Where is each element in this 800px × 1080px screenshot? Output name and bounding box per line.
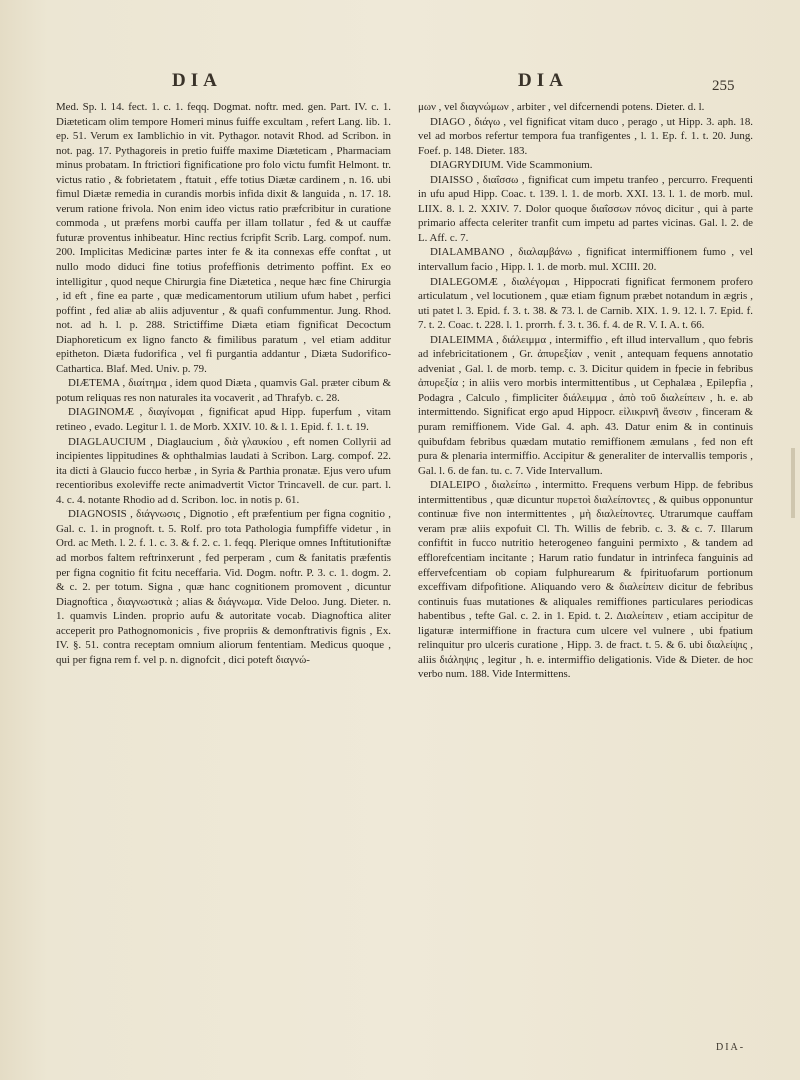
entry-diaetema: DIÆTEMA , διαίτημα , idem quod Diæta , quamvis Gal. præter cibum & potum reliquas res non naturales ita vocaverit , ad Thrafyb. c. 28. xyxy=(56,377,391,404)
entry-dialeipo: DIALEIPO , διαλείπω , intermitto. Frequens verbum Hipp. de febribus intermittentibus , quæ dicuntur πυρετοὶ διαλείποντες , & quibus opponuntur continuæ five non intermittentes , μὴ διαλείποντες. Utrarumque cauffam veram præ aliis expofuit Cl. Th. Willis de febrib. c. 3. & c. 7. Illarum confiftit in fucco nutritio heterogeneo fanguini permixto , & tandem ad efflorefcentiam incitante ; Harum ratio fundatur in intrinfeca fanguinis ad effervefcentiam ob copiam fulphurearum & fpirituofarum portionum exceffivam difpofitione. Aliquando vero & διαλείπειν dicitur de febribus continuis fuas mutationes & aliquales remiffiones particulares periodicas habentibus , tefte Gal. c. 2. in 1. Epid. t. 2. Διαλείπειν , etiam accipitur de ligaturæ intermiffione in fractura cum ulcere vel vulnere , ubi fpatium relinquitur pro ulceris curatione , Hipp. 3. de fract. t. 5. & 6. ubi διαλείψις , aliis διάληψις , legitur , h. e. intermiffio deligationis. Vide & Dieter. de hoc verbo num. 188. Vide Intermittens. xyxy=(418,479,753,681)
running-head-left: DIA xyxy=(172,70,222,91)
entry-diago: DIAGO , διάγω , vel fignificat vitam duco , perago , ut Hipp. 3. aph. 18. vel ad morbos refertur tempora fua tranfigentes , l. 1. Ep. f. 1. t. 20. Jung. Foef. p. 148. Dieter. 183. xyxy=(418,115,753,157)
entry-dialegomae: DIALEGOMÆ , διαλέγομαι , Hippocrati fignificat fermonem profero articulatum , vel locutionem , quæ etiam fignum præbet notandum in ægris , uti patet l. 3. Epid. f. 3. t. 38. & 73. l. de Carnib. XIX. 1. 9. 12. l. 7. Epid. f. 7. t. 2. Coac. t. 228. l. 1. prorrh. f. 3. t. 36. f. 4. de R. V. I. A. t. 66. xyxy=(418,275,753,332)
entry-dialambano: DIALAMBANO , διαλαμβάνω , fignificat intermiffionem fumo , vel intervallum facio , Hipp. l. 1. de morb. mul. XCIII. 20. xyxy=(418,246,753,274)
page-edge-mark xyxy=(791,448,795,518)
entry-diagnosis-continued: μων , vel διαγνώμων , arbiter , vel difcernendi potens. Dieter. d. l. xyxy=(418,101,705,113)
right-column xyxy=(418,100,753,1050)
page-number: 255 xyxy=(712,78,735,94)
entry-diaglaucium: DIAGLAUCIUM , Diaglaucium , διὰ γλαυκίου , eft nomen Collyrii ad incipientes lippitudines & ophthalmias laudati à Scribon. Larg. compof. 22. ita dicti à Glaucio fucco herbæ , in Syria & Parthia pronatæ. Ejus vero ufum recentioribus exoleviffe recte animadvertit Victor Trincavell. de cur. part. l. 4. c. 4. notante Rhodio ad d. Scribon. loc. in notis p. 61. xyxy=(56,435,391,506)
page-header xyxy=(0,62,800,98)
left-column xyxy=(56,100,391,1050)
entry-diagnosis: DIAGNOSIS , διάγνωσις , Dignotio , eft præfentium per figna cognitio , Gal. c. 1. in prognoft. t. 5. Rolf. pro tota Pathologia fumpfiffe videtur , in Ord. ac Meth. l. 2. f. 1. c. 3. & f. 2. c. 1. feqq. Plerique omnes Inftitutioniftæ ad morbos faltem reftrinxerunt , fed perperam , cum & fanitatis præfentis per figna cognitio fit fcitu neceffaria. Vid. Dogm. noftr. P. 3. c. 1. dogm. 2. & c. 2. per totum. Signa , quæ hanc cognitionem promovent , dicuntur Diagnoftica , διαγνωστικὰ ; alias & διάγνωμα. Vide Deloo. Jung. Dieter. n. 1. quamvis Linden. proprio aufu & autoritate vocab. Diagnoftica aliter acceperit pro Pathognomonicis , five propriis & demonftrativis fignis , Ex. IV. §. 51. contra receptam omnium aliorum fententiam. Medicus quoque , qui per figna rem f. vel p. n. dignofcit , dici poteft διαγνώ- xyxy=(56,508,391,666)
entry-diagrydium: DIAGRYDIUM. Vide Scammonium. xyxy=(430,159,593,172)
entry-dialeimma: DIALEIMMA , διάλειμμα , intermiffio , eft illud intervallum , quo febris ad infebricitationem , Gr. ἀπυρεξίαν , venit , antequam fequens annotatio adveniat , Gal. l. de morb. temp. c. 3. Dicitur quidem in fpecie in febribus ἀπυρεξία ; in aliis vero morbis intermittentibus , ut Cephalæa , Epilepfia , Podagra , Calculo , fimpliciter διάλειμμα , ἀπὸ τοῦ διαλείπειν , h. e. ab intermittendo. Significat ergo apud Hippocr. εἰλικρινῆ ἄνεσιν , finceram & puram remiffionem. Vide Gal. 4. aph. 43. Datur enim & in continuis quibufdam febribus quædam mutatio remiffionem æmulans , fed non eft pura & plenaria intermiffio. Accipitur & generaliter de intervallis temporis , Gal. l. 6. de fan. tu. c. 7. Vide Intervallum. xyxy=(418,333,753,477)
entry-diaisso: DIAISSO , διαΐσσω , fignificat cum impetu tranfeo , percurro. Frequenti in ufu apud Hipp. Coac. t. 139. l. 1. de morb. XXI. 13. l. 1. de morb. mul. LIIX. 8. l. 2. XXIV. 7. Dolor quoque διαΐσσων πόνος dicitur , qui à parte primario affecta celeriter tranfit cum impetu ad partes vicinas. Gal. l. 2. de L. Aff. c. 7. xyxy=(418,173,753,244)
catchword: DIA- xyxy=(716,1042,746,1053)
running-head-right: DIA xyxy=(518,70,568,91)
entry-diaginomae: DIAGINOMÆ , διαγίνομαι , fignificat apud Hipp. fuperfum , vitam retineo , evado. Legitur l. 1. de Morb. XXIV. 10. & l. 1. Epid. f. 1. t. 19. xyxy=(56,406,391,434)
entry-diaeta-continued: Med. Sp. l. 14. fect. 1. c. 1. feqq. Dogmat. noftr. med. gen. Part. IV. c. 1. Diæteticam olim tempore Homeri minus fuiffe excultam , refert Lang. lib. 1. ep. 51. Verum ex Iamblichio in vit. Pythagor. notavit Rhod. ad Scribon. in not. pag. 17. Pythagoreis in pretio fuiffe maxime Diæteticam , Pharmaciam minus probatam. In ftrictiori fignificatione pro folo victu fumfit Helmont. tr. victus ratio , & fobrietatem , ftatuit , effe totius Diætæ cardinem , n. 16. ubi fimul Diætæ remedia in curandis morbis infida dixit & languida , n. 17. 18. verum ratione frivola. Non enim ideo victus ratio præfcribitur in curatione commoda , ut præfens morbi cauffa per illam tollatur , fed & ut cauffæ futuræ proventus inhibeatur. Hinc rectius fcripfit Scrib. Larg. compof. num. 200. Implicitas Medicinæ partes inter fe & ita connexas effe conftat , ut nullo modo diduci fine totius profeffionis detrimento poffint. Ex eo intelligitur , quod neque Chirurgia fine Diætetica , neque hæc fine Chirurgia , id eft , fine ea parte , quæ medicamentorum utilium ufum habet , perfici poffint , fed aliæ ab aliis adjuventur , & quafi confummentur. Jung. Rhod. not. ad h. l. p. 288. Strictiffime Diæta etiam fignificat Decoctum Diaphoreticum ex ligno fancto & fimilibus paratum , vel etiam additur epitheton. Diæta fudorifica , vel fi purgantia addantur , Diæta Sudorifico-Cathartica. Blaf. Med. Univ. p. 79. xyxy=(56,101,391,375)
